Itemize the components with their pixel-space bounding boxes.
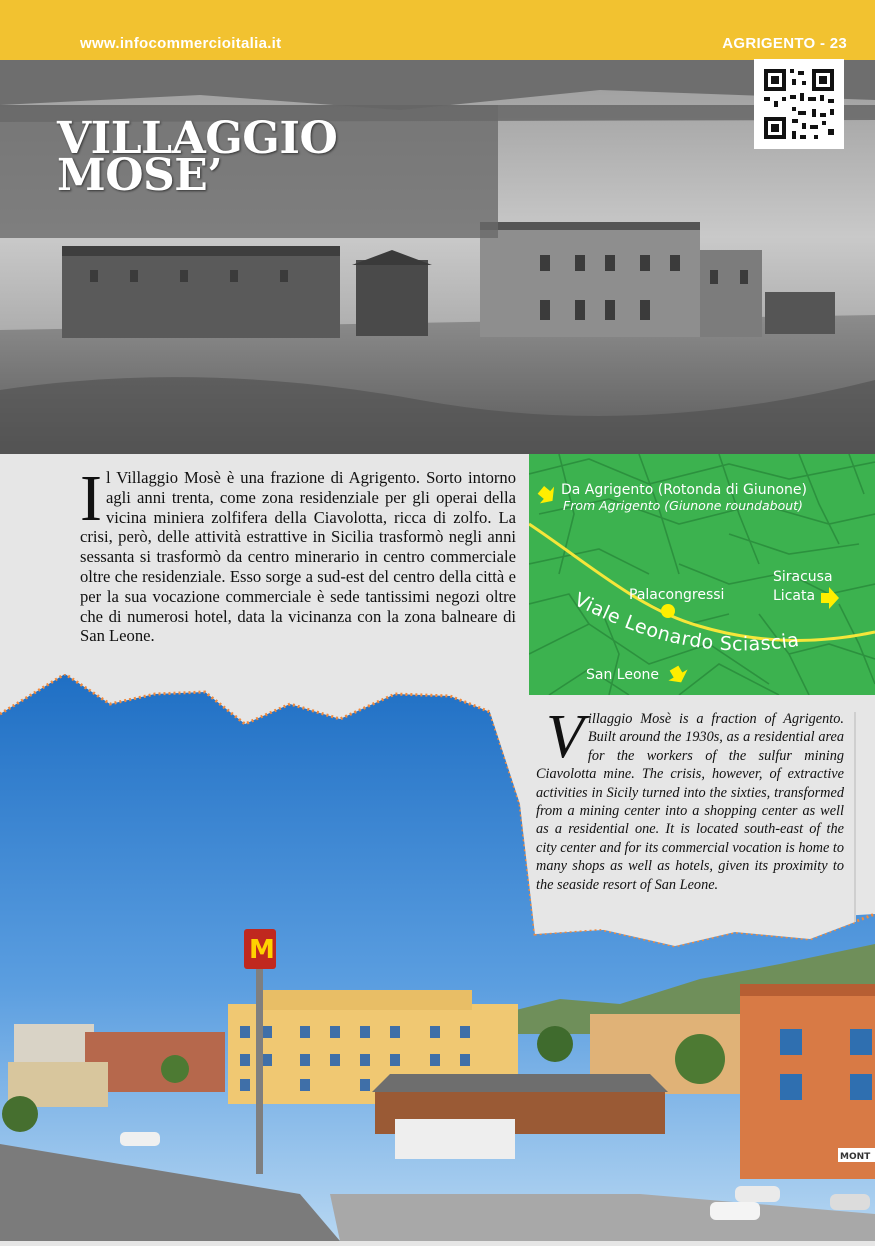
page-label: AGRIGENTO - 23 [722, 35, 847, 52]
page-header [0, 0, 875, 60]
mcdonalds-sign-icon: M [249, 935, 275, 965]
site-url[interactable]: www.infocommercioitalia.it [80, 35, 282, 52]
poi-dot-icon[interactable] [661, 604, 675, 618]
shop-banner: MONT [840, 1152, 871, 1162]
italian-dropcap: I [80, 462, 102, 535]
arrow-icon [534, 481, 560, 508]
map-south-label: San Leone [586, 667, 660, 683]
road-label: Viale Leonardo Sciascia [570, 588, 801, 656]
qr-code-icon[interactable] [754, 59, 844, 149]
title-panel [0, 105, 498, 238]
map-east-label-1: Siracusa [773, 569, 833, 585]
english-paragraph: illaggio Mosè is a fraction of Agrigento. Built around the 1930s, as a residential area for the workers of the sulfur mining Ciavolotta mine. The crisis, however, of extractive activities in Sicily turned into the sixties, transformed from a mining center into a shopping center as well as a residential one. It is located south-east of the city center and for its commercial vocation is home to many shops as well as hotels, given its proximity to the seaside resort of San Leone. [536, 711, 844, 893]
arrow-icon [821, 587, 839, 609]
english-dropcap: V [546, 703, 584, 771]
location-map[interactable] [529, 454, 875, 695]
italian-paragraph: l Villaggio Mosè è una frazione di Agrigento. Sorto intorno agli anni trenta, come zona residenziale per gli operai della vicina miniera zolfifera della Ciavolotta, ricca di zolfo. La crisi, però, delle attività estrattive in Sicilia trasformò negli anni sessanta si trasformò da centro minerario in centro commerciale oltre che residenziale. Esso sorge a sud-est del centro della città e per la sua vocazione commerciale è sede tantissimi negozi oltre che di numerosi hotel, data la vicinanza con la zona balneare di San Leone. [80, 468, 516, 646]
italian-text [80, 462, 516, 646]
map-from-label-en: From Agrigento (Giunone roundabout) [563, 498, 803, 513]
map-poi-label: Palacongressi [629, 587, 725, 603]
map-from-label: Da Agrigento (Rotonda di Giunone) [561, 482, 807, 498]
map-east-label-2: Licata [773, 588, 816, 604]
english-text [536, 703, 844, 894]
page-title: VILLAGGIO MOSE’ [57, 113, 338, 201]
